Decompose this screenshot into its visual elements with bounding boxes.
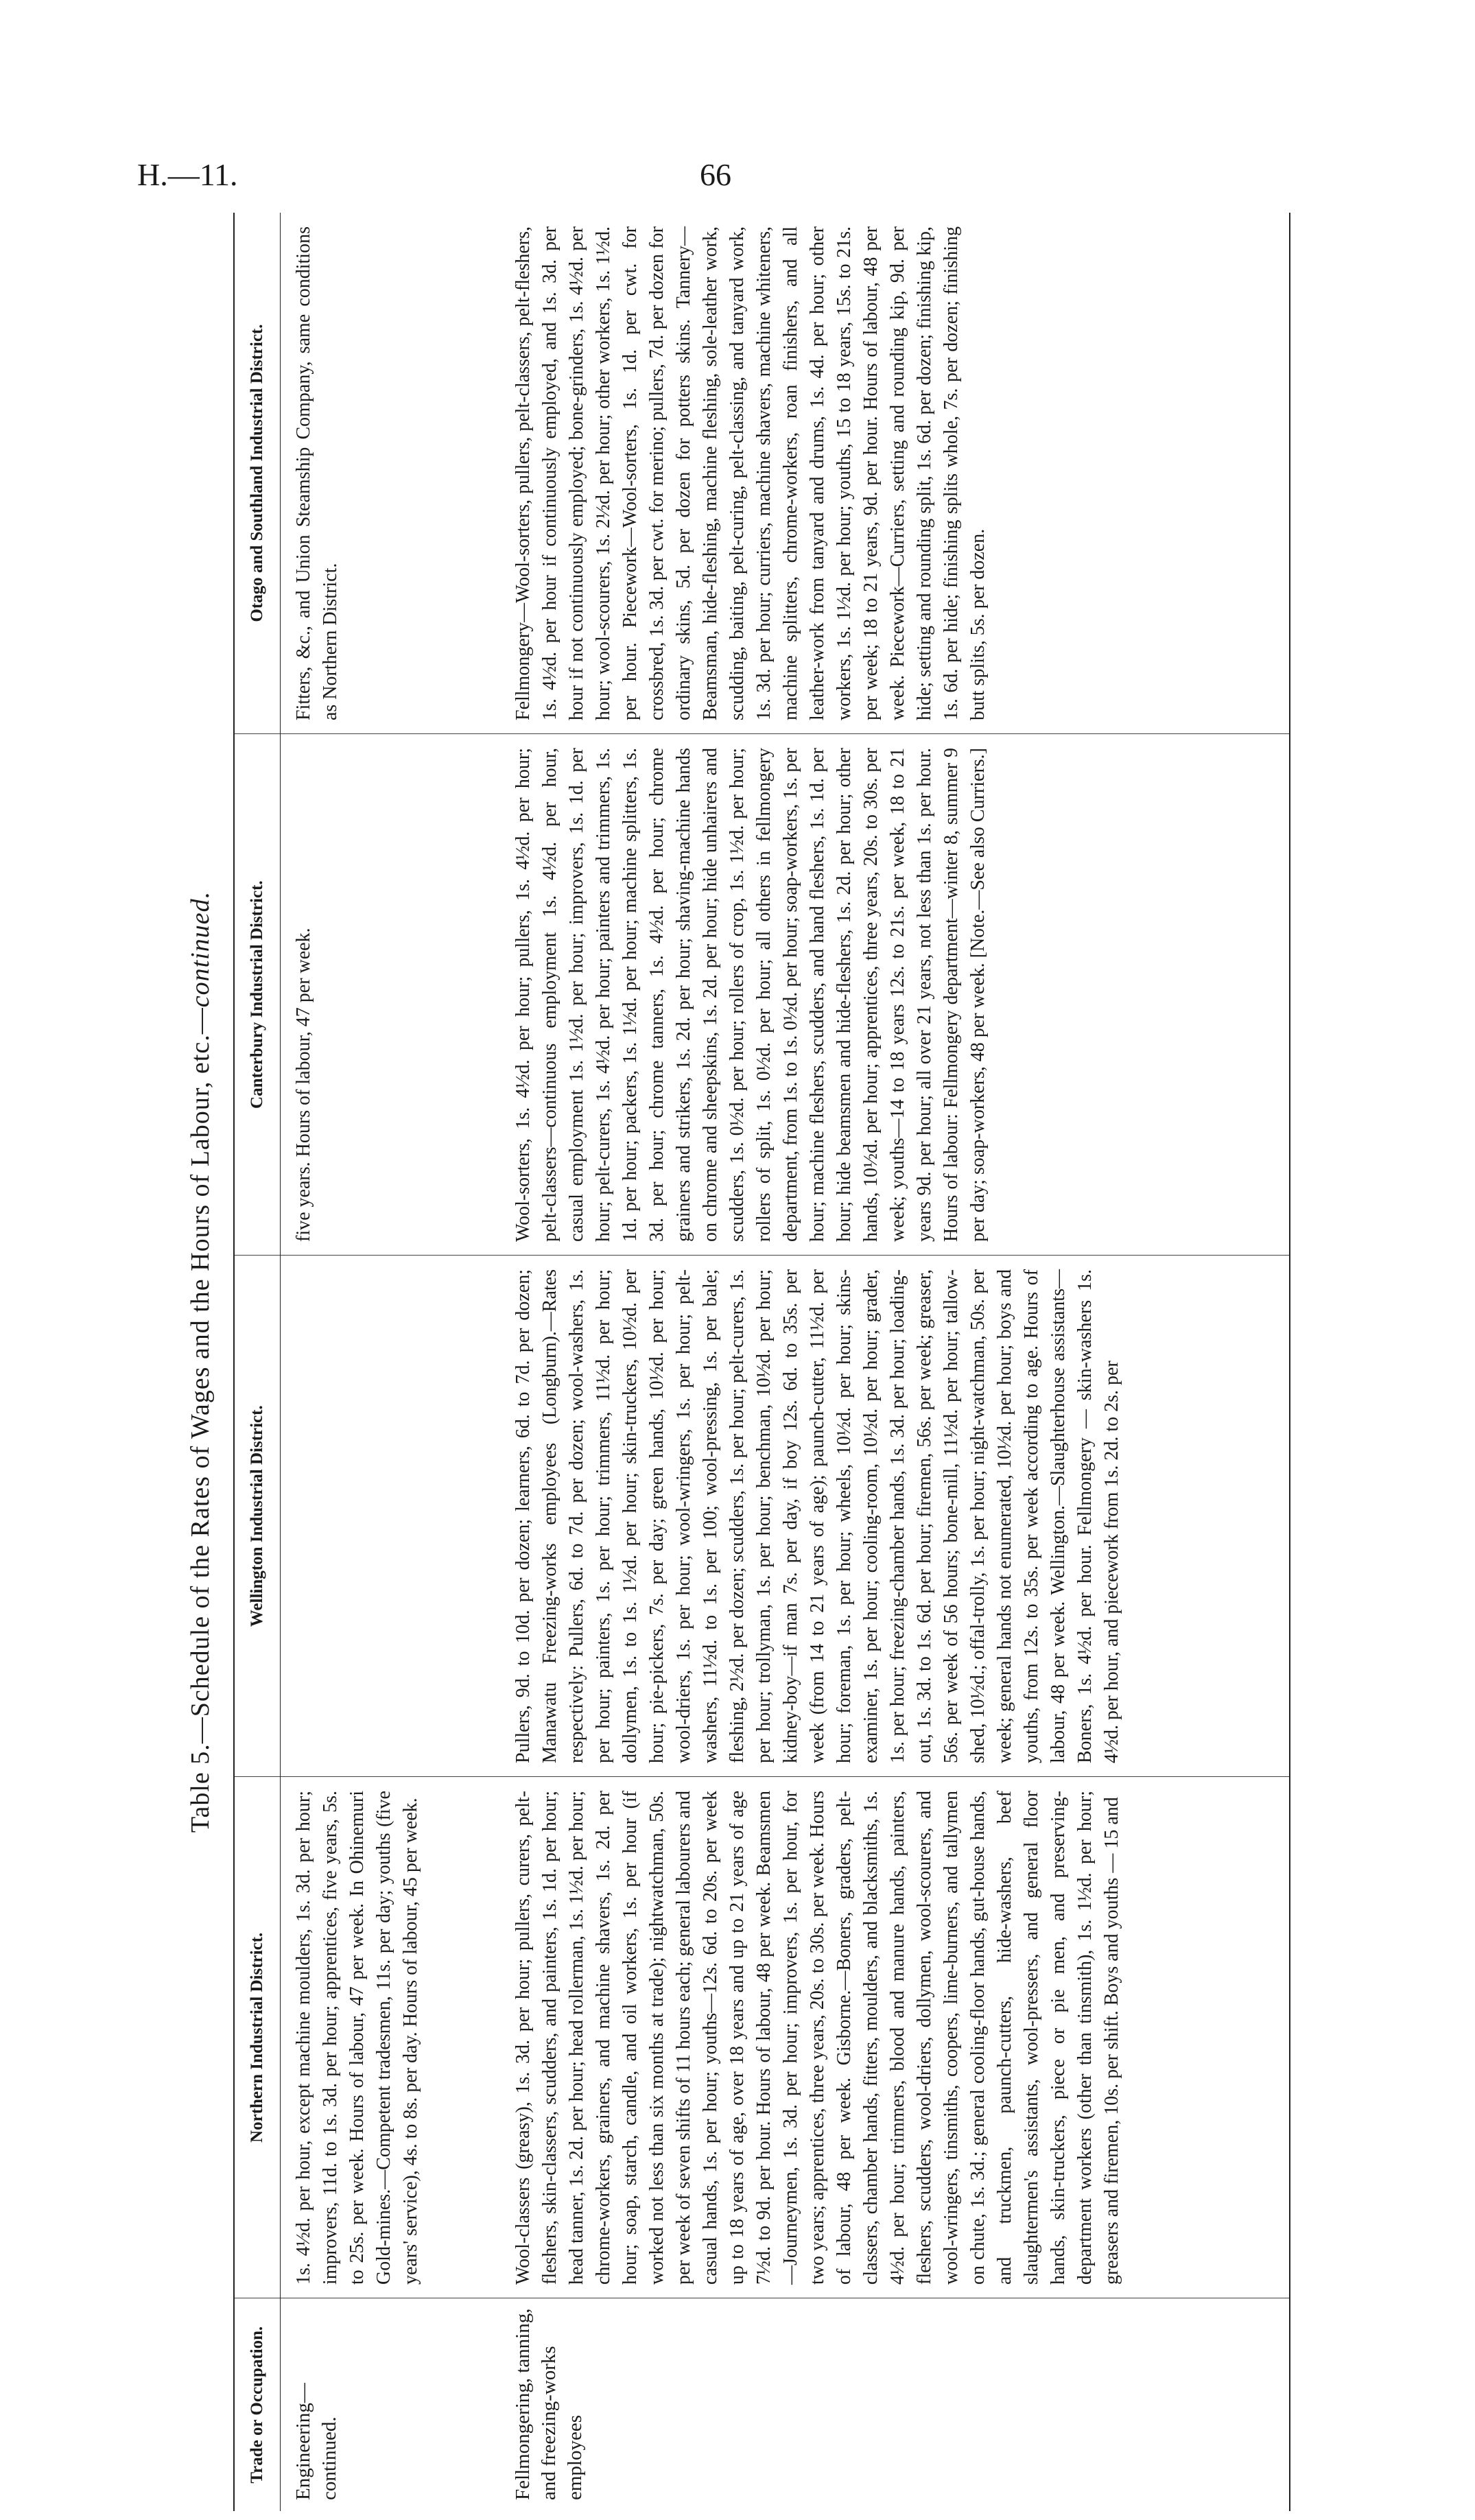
- otago-cell-fellmongering: Fellmongery—Wool-sorters, pullers, pelt-classers, pelt-fleshers, 1s. 4½d. per hour if continuously employed, and 1s. 3d. per hour if not continuously employed; bone-grinders, 1s. 4½d. per hour; wool-scourers, 1s. 2½d. per hour; other workers, 1s. 1½d. per hour. Piecework—Wool-sorters, 1s. 1d. per cwt. for crossbred, 1s. 3d. per cwt. for merino; pullers, 7d. per dozen for ordinary skins, 5d. per dozen for potters skins. Tannery—Beamsman, hide-fleshing, machine fleshing, sole-leather work, scudding, baiting, pelt-curing, pelt-classing, and tanyard work, 1s. 3d. per hour; curriers, machine shavers, machine whiteners, machine splitters, chrome-workers, roan finishers, and all leather-work from tanyard and drums, 1s. 4d. per hour; other workers, 1s. 1½d. per hour; youths, 15 to 18 years, 15s. to 21s. per week; 18 to 21 years, 9d. per hour. Hours of labour, 48 per week. Piecework—Curriers, setting and rounding kip, 9d. per hide; setting and rounding split, 1s. 6d. per dozen; finishing kip, 1s. 6d. per hide; finishing splits whole, 7s. per dozen; finishing butt splits, 5s. per dozen.: [512, 226, 989, 720]
- otago-cell-engineering: Fitters, &c., and Union Steamship Company, same conditions as Northern District.: [293, 226, 341, 720]
- table-caption: [185, 213, 215, 2511]
- column-header-northern: Northern Industrial District.: [235, 1777, 280, 2298]
- northern-cell-engineering: 1s. 4½d. per hour, except machine moulders, 1s. 3d. per hour; improvers, 11d. to 1s. 3d. per hour; apprentices, five years, 5s. to 25s. per week. Hours of labour, 47 per week. In Ohinemuri Gold-mines.—Competent tradesmen, 11s. per day; youths (five years' service), 4s. to 8s. per day. Hours of labour, 45 per week.: [293, 1791, 421, 2285]
- trade-cell-fellmongering: Fellmongering, tanning, and freezing-works employees: [512, 2308, 586, 2500]
- column-header-otago: Otago and Southland Industrial District.: [235, 213, 280, 734]
- canterbury-cell-engineering: five years. Hours of labour, 47 per week.: [293, 928, 314, 1242]
- column-divider: [281, 1255, 1289, 1256]
- canterbury-cell-fellmongering: Wool-sorters, 1s. 4½d. per hour; pullers, 1s. 4½d. per hour; pelt-classers—continuous employment 1s. 4½d. per hour, casual employment 1s. 1½d. per hour; improvers, 1s. 1d. per hour; pelt-curers, 1s. 4½d. per hour; painters and trimmers, 1s. 1d. per hour; packers, 1s. 1½d. per hour; machine splitters, 1s. 3d. per hour; chrome tanners, 1s. 4½d. per hour; chrome grainers and strikers, 1s. 2d. per hour; shaving-machine hands on chrome and sheepskins, 1s. 2d. per hour; hide unhairers and scudders, 1s. 0½d. per hour; rollers of crop, 1s. 1½d. per hour; rollers of split, 1s. 0½d. per hour; all others in fellmongery department, from 1s. to 1s. 0½d. per hour; soap-workers, 1s. per hour; machine fleshers, scudders, and hand fleshers, 1s. 1d. per hour; hide beamsmen and hide-fleshers, 1s. 2d. per hour; other hands, 10½d. per hour; apprentices, three years, 20s. to 30s. per week; youths—14 to 18 years 12s. to 21s. per week, 18 to 21 years 9d. per hour; all over 21 years, not less than 1s. per hour. Hours of labour: Fellmongery department—winter 8, summer 9 per day; soap-workers, 48 per week. [Note.—See also Curriers.]: [512, 748, 989, 1242]
- column-divider: [281, 1776, 1289, 1777]
- table-header-row: [235, 213, 281, 2511]
- page-number: 66: [700, 157, 731, 192]
- northern-cell-fellmongering: Wool-classers (greasy), 1s. 3d. per hour; pullers, curers, pelt-fleshers, skin-classers, scudders, and painters, 1s. 1d. per hour; head tanner, 1s. 2d. per hour; head rollerman, 1s. 1½d. per hour; chrome-workers, grainers, and machine shavers, 1s. 2d. per hour; soap, starch, candle, and oil workers, 1s. per hour (if worked not less than six months at trade); nightwatchman, 50s. per week of seven shifts of 11 hours each; general labourers and casual hands, 1s. per hour; youths—12s. 6d. to 20s. per week up to 18 years of age, over 18 years and up to 21 years of age 7½d. to 9d. per hour. Hours of labour, 48 per week. Beamsmen—Journeymen, 1s. 3d. per hour; improvers, 1s. per hour, for two years; apprentices, three years, 20s. to 30s. per week. Hours of labour, 48 per week. Gisborne.—Boners, graders, pelt-classers, chamber hands, fitters, moulders, and blacksmiths, 1s. 4½d. per hour; trimmers, blood and manure hands, painters, fleshers, scudders, wool-driers, dollymen, wool-scourers, and wool-wringers, tinsmiths, coopers, lime-burners, and tallymen on chute, 1s. 3d.; general cooling-floor hands, gut-house hands, and truckmen, paunch-cutters, hide-washers, beef slaughtermen's assistants, wool-pressers, and general floor hands, skin-truckers, piece or pie men, and preserving-department workers (other than tinsmith), 1s. 1½d. per hour; greasers and firemen, 10s. per shift. Boys and youths — 15 and: [512, 1791, 1122, 2285]
- rotated-table-frame: [185, 213, 1297, 2511]
- column-header-canterbury: Canterbury Industrial District.: [235, 734, 280, 1256]
- trade-cell-engineering: Engineering—continued.: [292, 2383, 340, 2500]
- document-reference: H.—11.: [137, 157, 238, 192]
- column-divider: [281, 733, 1289, 734]
- wellington-cell-fellmongering: Pullers, 9d. to 10d. per dozen; learners, 6d. to 7d. per dozen; Manawatu Freezing-works employees (Longburn).—Rates respectively: Pullers, 6d. to 7d. per dozen; wool-washers, 1s. per hour; painters, 1s. per hour; trimmers, 11½d. per hour; dollymen, 1s. to 1s. 1½d. per hour; skin-truckers, 10½d. per hour; pie-pickers, 7s. per day; green hands, 10½d. per hour; wool-driers, 1s. per hour; wool-wringers, 1s. per hour; pelt-washers, 11½d. to 1s. per 100; wool-pressing, 1s. per bale; fleshing, 2½d. per dozen; scudders, 1s. per hour; pelt-curers, 1s. per hour; trollyman, 1s. per hour; benchman, 10½d. per hour; kidney-boy—if man 7s. per day, if boy 12s. 6d. to 35s. per week (from 14 to 21 years of age); paunch-cutter, 11½d. per hour; foreman, 1s. per hour; wheels, 10½d. per hour; skins-examiner, 1s. per hour; cooling-room, 10½d. per hour; grader, 1s. per hour; freezing-chamber hands, 1s. 3d. per hour; loading-out, 1s. 3d. to 1s. 6d. per hour; firemen, 56s. per week; greaser, 56s. per week of 56 hours; bone-mill, 11½d. per hour; tallow-shed, 10½d.; offal-trolly, 1s. per hour; night-watchman, 50s. per week; general hands not enumerated, 10½d. per hour; boys and youths, from 12s. to 35s. per week according to age. Hours of labour, 48 per week. Wellington.—Slaughterhouse assistants—Boners, 1s. 4½d. per hour. Fellmongery — skin-washers 1s. 4½d. per hour, and piecework from 1s. 2d. to 2s. per: [512, 1269, 1122, 1763]
- column-header-trade: Trade or Occupation.: [248, 2326, 266, 2484]
- column-header-wellington: Wellington Industrial District.: [235, 1256, 280, 1777]
- wages-table: [233, 213, 1290, 2511]
- table-caption-continued: continued.: [186, 891, 215, 1008]
- table-caption-main: Table 5.—Schedule of the Rates of Wages and the Hours of Labour, etc.—: [186, 1007, 215, 1833]
- table-body: [281, 213, 1289, 2511]
